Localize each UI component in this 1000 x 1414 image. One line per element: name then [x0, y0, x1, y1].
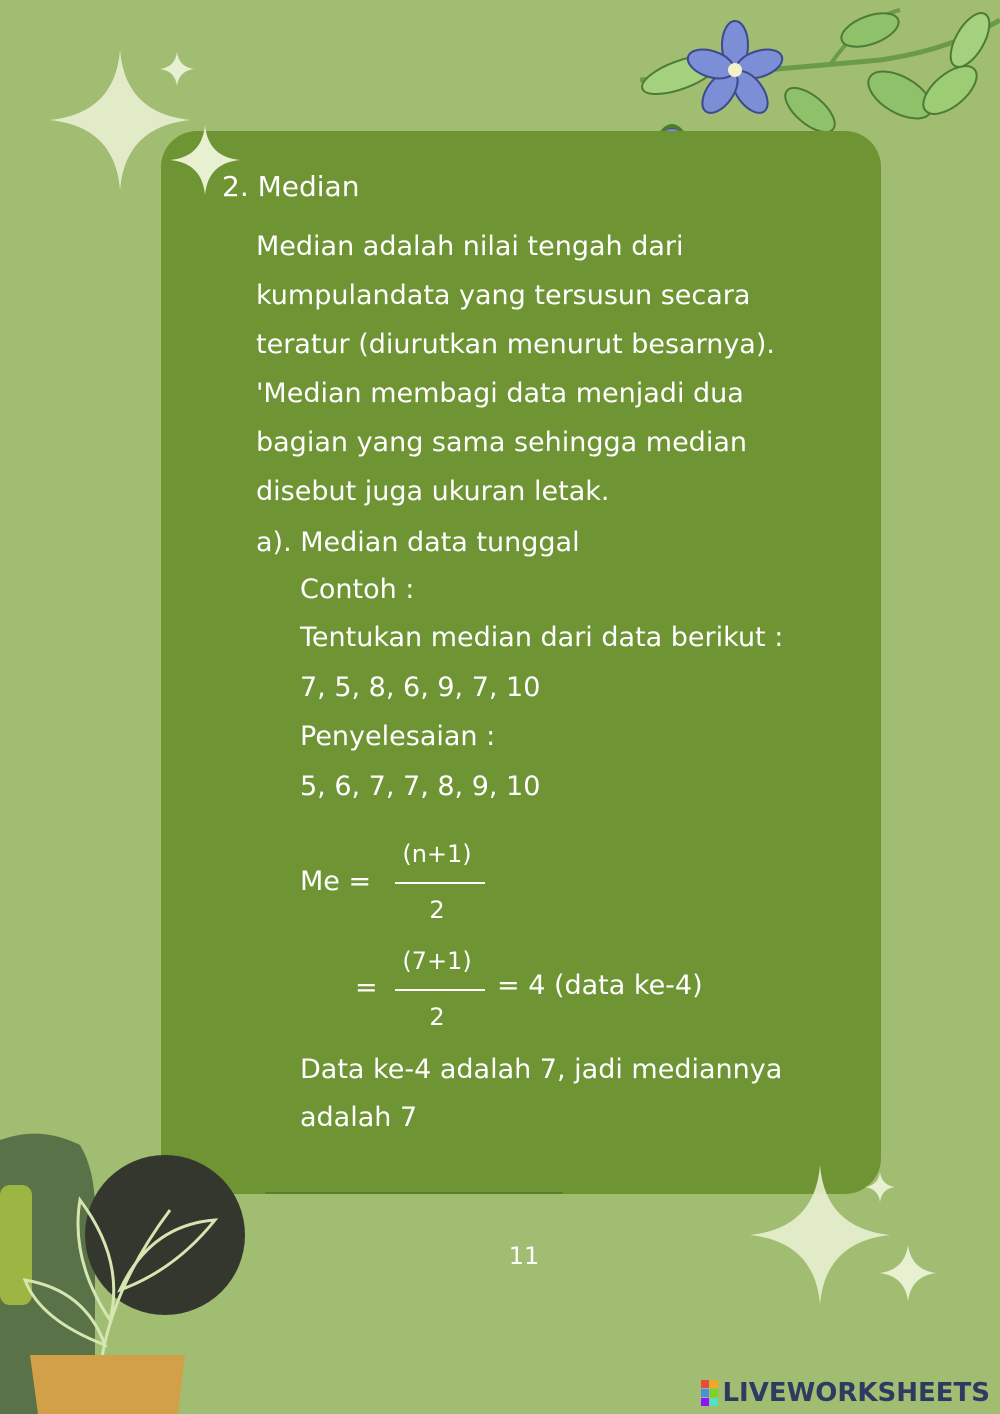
formula-denominator-2: 2 — [429, 1003, 445, 1031]
formula-lhs: Me = — [300, 866, 372, 897]
definition-line: teratur (diurutkan menurut besarnya). — [256, 329, 775, 360]
divider — [265, 1192, 563, 1194]
example-data: 7, 5, 8, 6, 9, 7, 10 — [300, 672, 541, 703]
watermark-text: LIVEWORKSHEETS — [722, 1378, 990, 1408]
subsection-title: a). Median data tunggal — [256, 527, 580, 558]
liveworksheets-logo-icon — [701, 1380, 718, 1406]
conclusion-line: Data ke-4 adalah 7, jadi mediannya — [300, 1054, 783, 1085]
section-heading: 2. Median — [222, 170, 360, 203]
definition-paragraph — [256, 222, 820, 516]
formula-numerator-1: (n+1) — [402, 840, 472, 868]
fraction-bar — [395, 882, 485, 884]
formula-numerator-2: (7+1) — [402, 947, 472, 975]
definition-line: Median adalah nilai tengah dari — [256, 231, 684, 262]
fraction-bar — [395, 989, 485, 991]
sparkle-small-icon — [865, 1172, 895, 1202]
liveworksheets-watermark — [701, 1378, 990, 1408]
page-number: 11 — [508, 1242, 540, 1270]
formula-equals: = — [355, 972, 378, 1003]
formula-denominator-1: 2 — [429, 896, 445, 924]
solution-label: Penyelesaian : — [300, 721, 496, 752]
example-question: Tentukan median dari data berikut : — [300, 622, 784, 653]
sparkle-small-icon — [160, 52, 194, 86]
definition-line: 'Median membagi data menjadi dua — [256, 378, 744, 409]
sorted-data: 5, 6, 7, 7, 8, 9, 10 — [300, 771, 541, 802]
definition-line: disebut juga ukuran letak. — [256, 476, 610, 507]
example-label: Contoh : — [300, 574, 415, 605]
potted-plant-icon — [0, 1130, 260, 1414]
formula-result: = 4 (data ke-4) — [497, 970, 703, 1001]
conclusion-line: adalah 7 — [300, 1102, 418, 1133]
definition-line: bagian yang sama sehingga median — [256, 427, 747, 458]
definition-line: kumpulandata yang tersusun secara — [256, 280, 751, 311]
